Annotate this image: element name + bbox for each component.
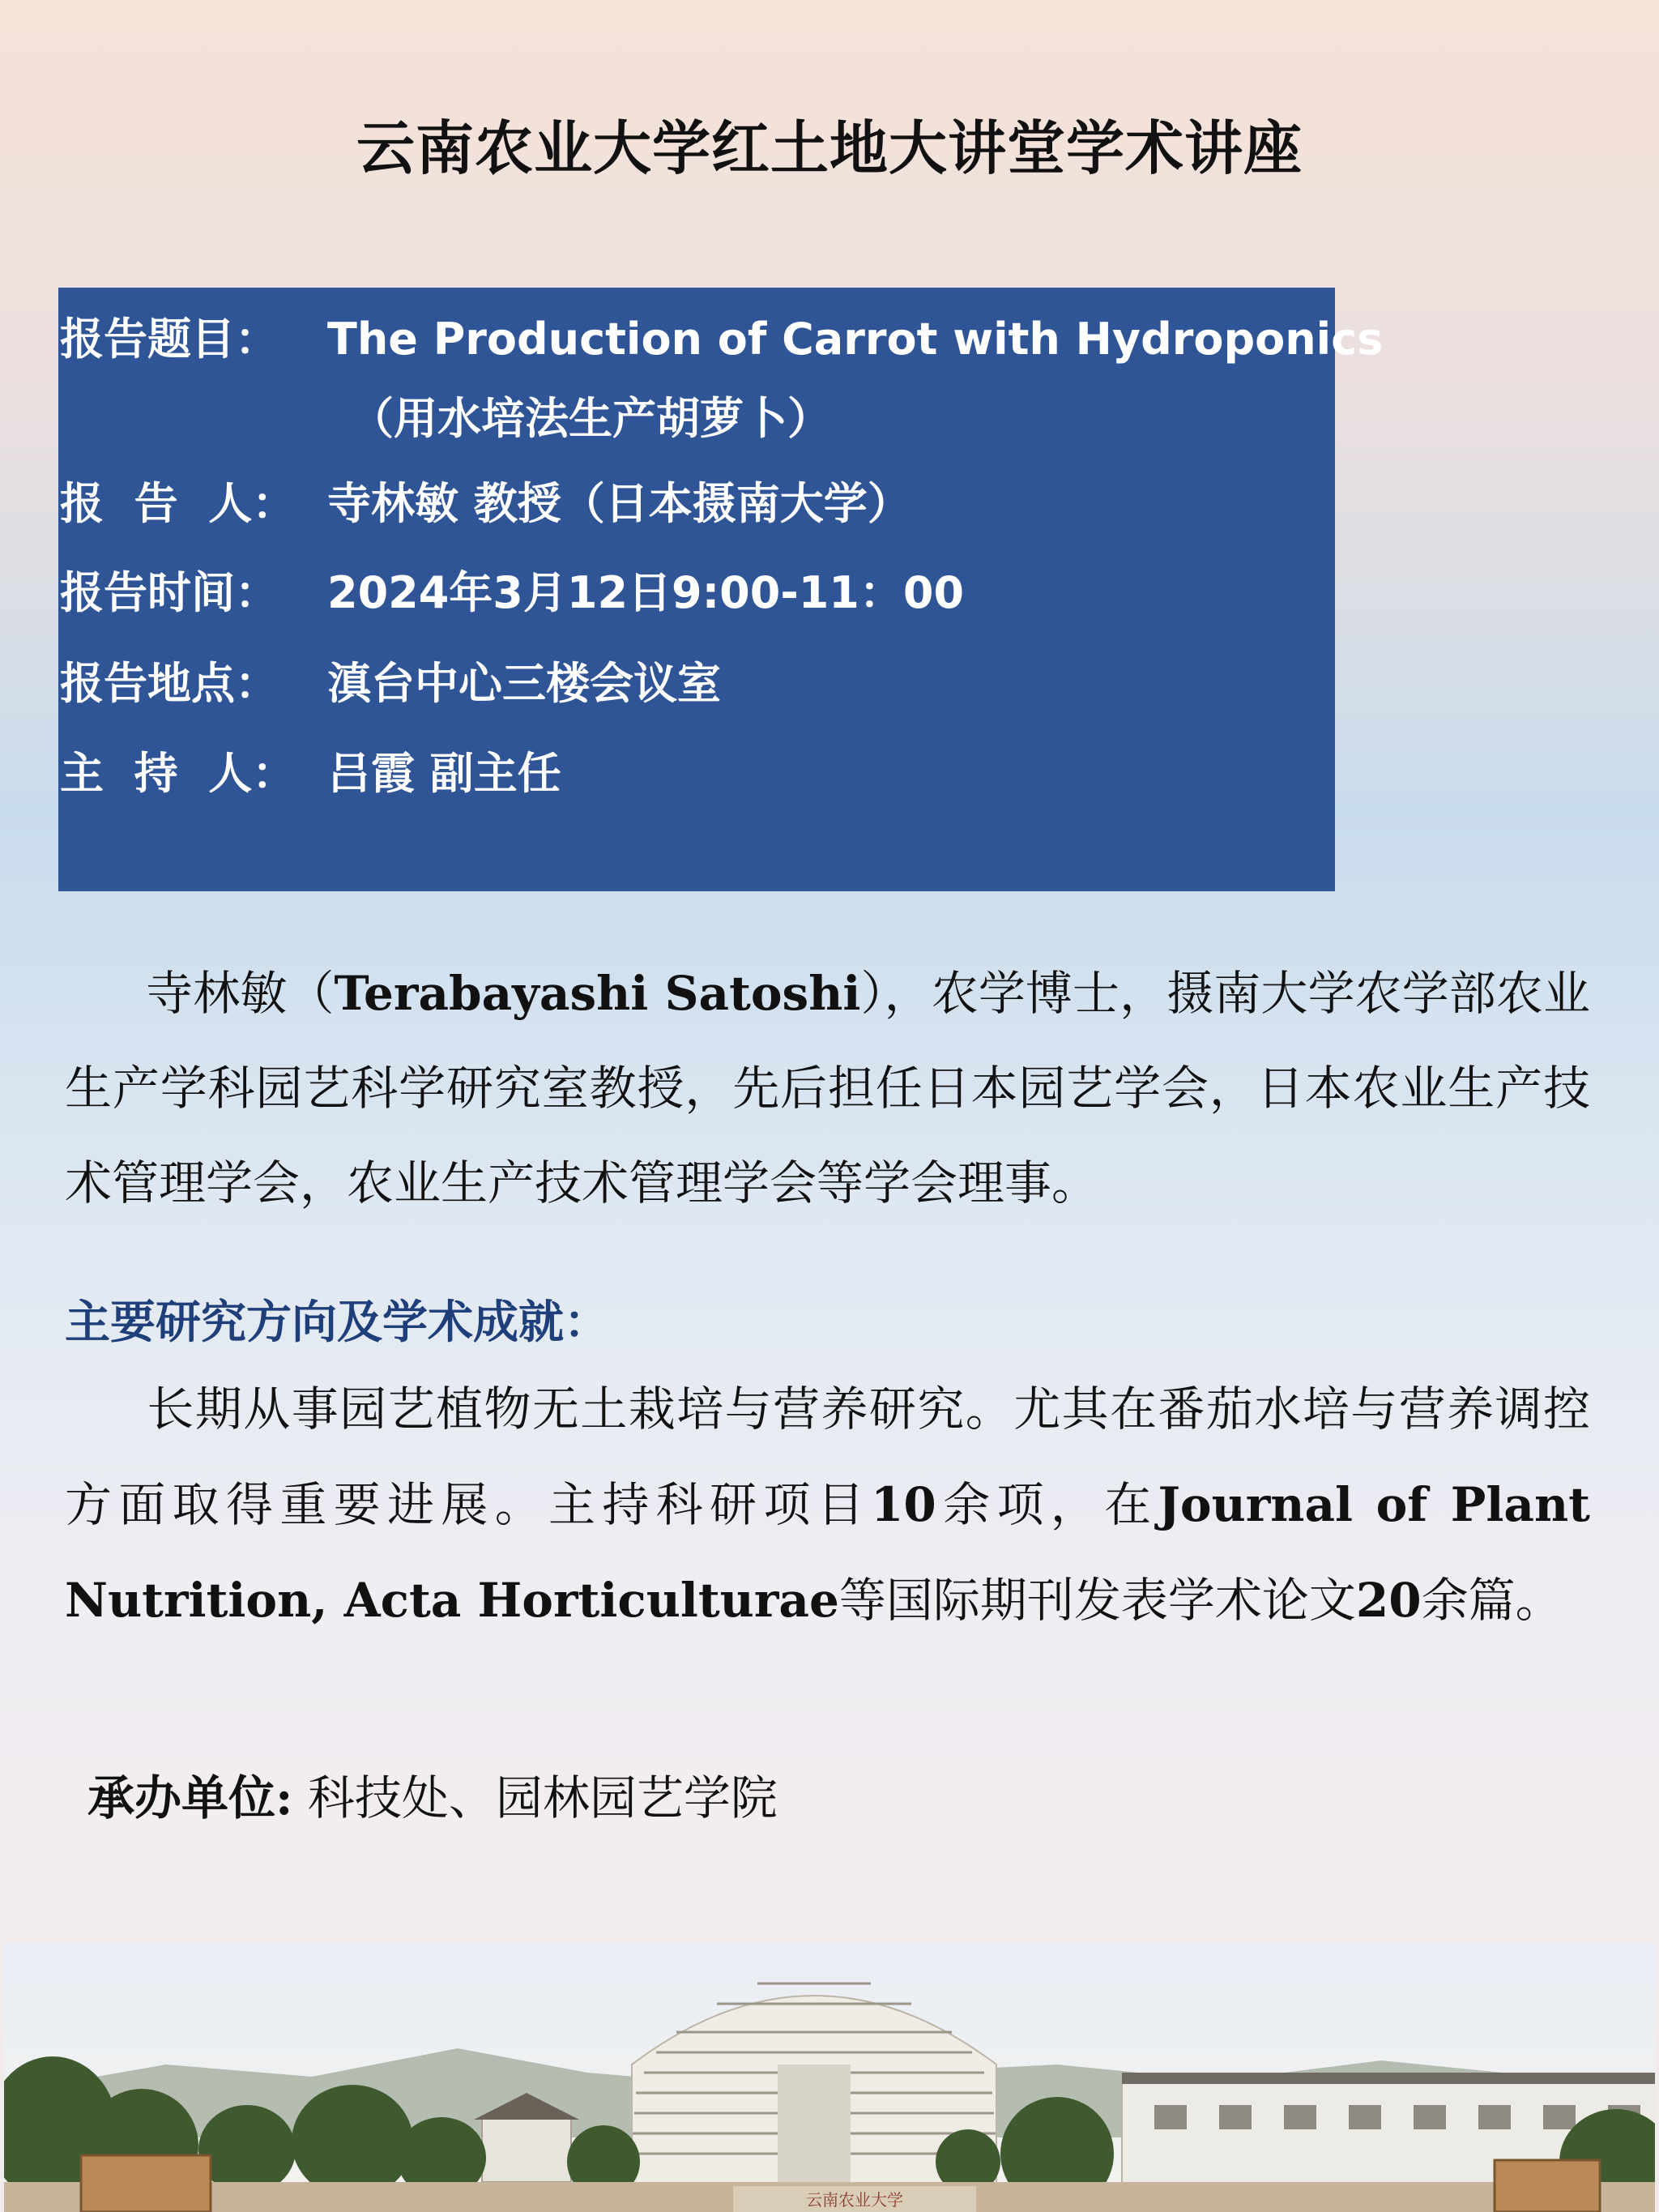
- campus-photo: [4, 1943, 1655, 2212]
- venue-row: [60, 658, 721, 710]
- organizer-value: 科技处、园林园艺学院: [292, 1770, 778, 1826]
- topic-chinese: （用水培法生产胡萝卜）: [350, 393, 831, 444]
- gate-inscription: 云南农业大学: [806, 2190, 903, 2210]
- research-part2: 余项，在: [936, 1477, 1158, 1532]
- bio-name-cn: 寺林敏（: [146, 966, 335, 1021]
- campus-building-image: [4, 1943, 1655, 2212]
- organizer-label: 承办单位:: [87, 1770, 293, 1826]
- bio-text: ），农学博士，摄南大学农学部农业生产学科园艺科学研究室教授，先后担任日本园艺学会，日本农业生产技术管理学会，农业生产技术管理学会等学会理事。: [65, 966, 1590, 1211]
- research-part3: 等国际期刊发表学术论文: [838, 1573, 1356, 1628]
- page-title: 云南农业大学红土地大讲堂学术讲座: [356, 114, 1303, 182]
- research-part4: 余篇。: [1421, 1573, 1563, 1628]
- host-row: [60, 748, 561, 800]
- venue-label: 报告地点：: [60, 658, 279, 709]
- research-num2: 20: [1355, 1573, 1422, 1628]
- lecture-info-box: [58, 288, 1384, 891]
- time-row: [60, 567, 964, 619]
- topic-label: 报告题目：: [60, 314, 279, 365]
- organizer: [87, 1760, 778, 1828]
- topic-row: [60, 314, 1383, 365]
- time-label: 报告时间：: [60, 567, 279, 618]
- host-label: 主 持 人：: [60, 748, 296, 799]
- topic-english: The Production of Carrot with Hydroponics: [327, 314, 1384, 365]
- speaker-label: 报 告 人：: [60, 478, 296, 529]
- research-journals: Journal of Plant Nutrition, Acta Horticulturae: [65, 1477, 1590, 1628]
- research-text: [65, 1361, 1590, 1648]
- host-value: 吕霞 副主任: [327, 748, 561, 799]
- research-heading: 主要研究方向及学术成就：: [65, 1296, 609, 1349]
- speaker-bio: [65, 946, 1590, 1231]
- bio-name-en: Terabayashi Satoshi: [334, 966, 861, 1021]
- speaker-value: 寺林敏 教授（日本摄南大学）: [327, 478, 911, 529]
- time-value: 2024年3月12日9:00-11：00: [327, 567, 965, 618]
- speaker-row: [60, 478, 911, 530]
- venue-value: 滇台中心三楼会议室: [327, 658, 721, 709]
- research-num1: 10: [871, 1477, 936, 1532]
- research-part1: 长期从事园艺植物无土栽培与营养研究。尤其在番茄水培与营养调控方面取得重要进展。主持科研项目: [65, 1381, 1590, 1532]
